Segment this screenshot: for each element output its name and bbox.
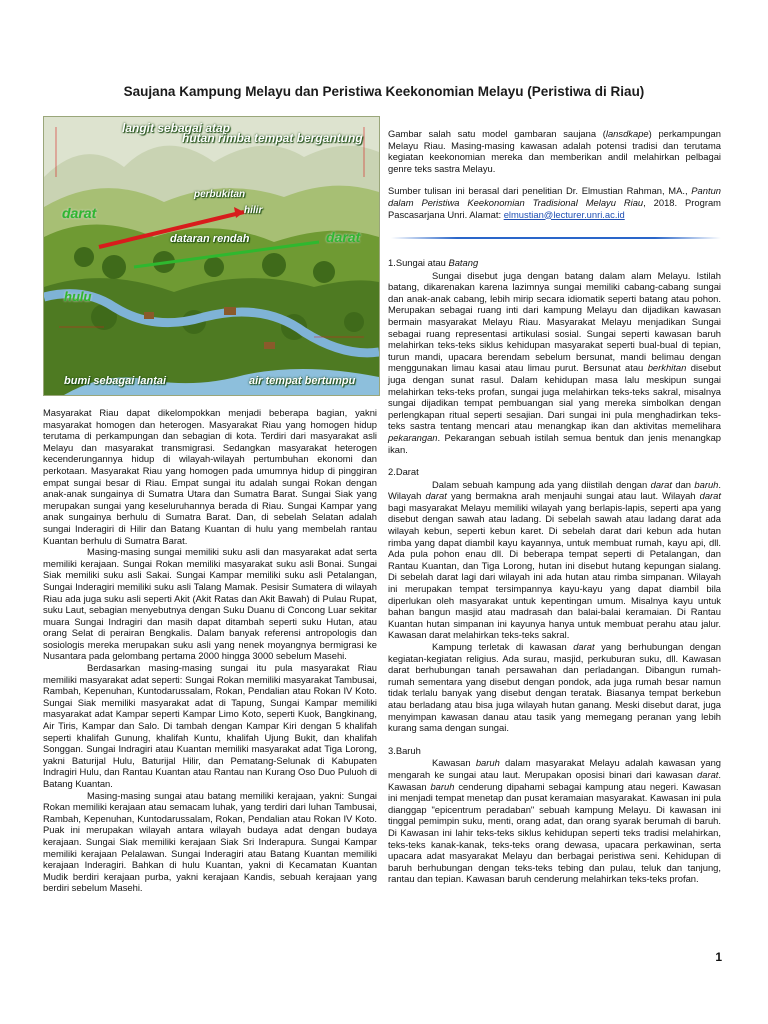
page-title: Saujana Kampung Melayu dan Peristiwa Keekonomian Melayu (Peristiwa di Riau) [123,84,645,99]
section-heading-baruh: 3.Baruh [388,744,421,756]
caption-paragraph-1: Gambar salah satu model gambaran saujana (lansdkape) perkampungan Melayu Riau. Masing-masing kawasan adalah potensi tradisi dan terutama kegiatan keekonomian mereka dan memberikan andil melahirkan pelbagai genre teks sastra Melayu. [388,128,721,174]
label-forest: hutan rimba tempat bergantung [182,131,363,145]
left-column [43,407,377,894]
landscape-figure [43,116,380,396]
label-hills: perbukitan [194,189,246,200]
label-sky: langit sebagai atap [122,121,231,135]
page-number: 1 [715,950,722,964]
darat-paragraph-2: Kampung terletak di kawasan darat yang berhubungan dengan kegiatan-kegiatan religius. Ada surau, masjid, perkuburan suku, dll. Kawasan darat berhubungan tanah persawahan dan perladangan. Dibangun rumah-rumah sementara yang disebut dengan pondok, ada juga rumah besar namun tidak terlalu banyak yang disebut dengan teratak. Biasanya tempat berkebun atau berladang atau bisa juga wilayah hutan ganang. Meski disebut darat, juga menyimpan kawasan danau atau tasik yang memegang peranan yang lebih kurang sama dengan sungai. [388,641,721,734]
left-paragraph-3: Berdasarkan masing-masing sungai itu pula masyarakat Riau memiliki masyarakat adat seperti: Sungai Rokan memiliki masyarakat Tambusai, Rambah, Kepenuhan, Kuntodarussalam, Rokan, Pendalian atau Rokan IV Koto. Sungai Siak memiliki masyarakat adat di Tapung, Sungai Kampar memiliki masyarakat adat Kampar seperti Kampar Limo Koto, seperti Kuok, Bangkinang, Air Tiris, Kampar dan Salo. Di tambah dengan Kampar Kiri dengan 5 khalifah seperti khalifah Gunung, khalifah Kuntu, khalifah Ujung Bukit, dan khalifah Songgan. Sungai Indragiri atau Kuantan memiliki masyarakat adat Tiga Lorong, yakni Baturijal Hulu, Baturijal Hilir, dan Pematang-Selunak di Kabupaten Indragiri Hulu, dan Rantau Kuantan atau Rantau nan Kurang Oso Duo Puluoh di Batang Kuantan. [43,662,377,789]
label-downstream: hilir [244,205,263,216]
label-upstream: hulu [64,289,92,304]
baruh-paragraph: Kawasan baruh dalam masyarakat Melayu adalah kawasan yang mengarah ke sungai atau laut. Merupakan oposisi binari dari kawasan darat. Kawasan baruh cenderung dipahami sebagai kampung atau negeri. Kawasan ini menjadi tempat menetap dan pusat keramaian masyarakat. Kawasan ini pula dianggap "epicentrum peradaban" sebuah kampung Melayu. Di kawasan ini tinggal pemimpin suku, menti, orang adat, dan orang syarak berumah di baruh. Di Kawasan ini lahir teks-teks siklus kehidupan seperti teks tradisi melahirkan, teks-teks kanak-kanak, teks-teks orang dewasa, upacara perkawinan, serta upacara adat masyarakat Melayu dan berbagai peristiwa seni. Kehidupan di baruh berhubungan dengan teks-teks tebing dan pulau, teluk dan tanjung, rantau dan tepian. Kawasan baruh cenderung melahirkan teks-teks profan. [388,757,722,885]
label-earth: bumi sebagai lantai [64,375,167,387]
label-darat-left: darat [62,205,97,221]
email-link[interactable]: elmustian@lecturer.unri.ac.id [503,208,625,220]
label-lowland: dataran rendah [170,233,250,245]
label-darat-right: darat [326,229,361,245]
label-water: air tempat bertumpu [249,375,356,387]
landscape-illustration [44,117,379,395]
left-paragraph-1: Masyarakat Riau dapat dikelompokkan menjadi beberapa bagian, yakni masyarakat homogen dan heterogen. Masyarakat Riau yang homogen hidup terutama di perkampungan dan sebagian di kota. Terdiri dari masyarakat asli Melayu dan masyarakat transmigrasi. Sedangkan masyarakat heterogen kecenderungannya hidup di wilayah-wilayah pertumbuhan ekonomi dan perkotaan. Masyarakat Riau yang homogen pada umumnya hidup di pinggiran empat sungai besar di Riau. Empat sungai itu adalah sungai Rokan dengan anak-anak sungainya di Sumatra Utara dan Sumatra Barat. Sungai Siak yang merupakan sungai yang keseluruhannya berada di Riau. Sungai Kampar yang anak sungainya berhulu di Sumatra Barat. Dan, di sebelah Selatan adalah sungai Inderagiri di Hilir dan Batang Kuantan di hulu yang membelah rantau Kuantan berhulu di Sumatra Barat. [43,407,377,546]
sungai-paragraph: Sungai disebut juga dengan batang dalam alam Melayu. Istilah batang, dikarenakan karena lazimnya sungai memiliki cabang-cabang sungai dan anak-anak cabang, lebih mirip secara idiomatik seperti batang atau pohon. Merupakan sebagai ruang inti dari kampung Melayu dan dijadikan kawasan bermain masyarakat Melayu Riau. Masyarakat Melayu menjadikan Sungai sebagai ruang representasi artikulasi sosial. Sungai seperti kawasan baruh melahirkan teks-teks siklus kehidupan masyarakat seperti bual-bual di tepian, turun mandi, upacara berendam sebelum bersunat, mandi belimau dengan menggunakan limau kasai atau limau purut. Bersunat atau berkhitan disebut juga dengan sunat rasul. Dalam kehidupan masa lalu meskipun sungai melahirkan teks-teks profan, sungai juga melahirkan teks-teks sakral, misalnya sungai dijadikan tempat pembuangan sial yang mereka simbolkan dengan perlengkapan ritual seperti sesajian. Dari sungai ini pula menghadirkan teks-teks sastra tentang mencari atau menangkap ikan dan aktivitas memelihara pekarangan. Pekarangan sebuah istilah semua bentuk dan jenis menangkap ikan. [388,269,721,455]
left-paragraph-4: Masing-masing sungai atau batang memiliki kerajaan, yakni: Sungai Rokan memiliki kerajaan atau semacam luhak, yang terdiri dari luhan Tambusai, Rambah, Kepenuhan, Kuntodarussalam, Rokan, Pendalian atau Rokan IV Koto. Puak ini merupakan wilayah antara wilayah budaya adat dengan budaya kerajaan. Sungai Siak memiliki kerajaan Siak Sri Inderapura. Sungai Kampar memiliki kerajaan Pelalawan. Sungai Inderagiri atau Batang Kuantan memiliki kerajaan Inderagiri. Bahkan di hulu Kuantan, yakni di Kecamatan Kuantan Mudik berdiri kerajaan purba, yakni kerajaan Kandis, sebuah kerajaan yang berdiri sebelum Masehi. [43,789,377,894]
section-heading-darat: 2.Darat [388,466,419,478]
figure-caption [388,128,721,220]
caption-paragraph-2: Sumber tulisan ini berasal dari penelitian Dr. Elmustian Rahman, MA., Pantun dalam Peristiwa Keekonomian Tradisional Melayu Riau, 2018. Program Pascasarjana Unri. Alamat: elmustian@lecturer.unri.ac.id [388,185,721,220]
darat-paragraph-1: Dalam sebuah kampung ada yang diistilah dengan darat dan baruh. Wilayah darat yang bermakna arah menjauhi sungai atau laut. Wilayah darat bagi masyarakat Melayu memiliki wilayah yang berlapis-lapis, seperti apa yang disebut dengan sawah atau ladang. Di sebelah sawah atau ladang darat ada wilayah kebun, seperti kebun karet. Di sebelah darat dari kebun ada hutan rimba yang dapat diambil kayu kayannya, untuk membuat rumah, kayu api, dll. Ada pula pohon enau dll. Di beberapa tempat seperti di Petalangan, dan Rantau Kuantan, dan Tiga Lorong, hutan ini disebut hutang kepungan sialang. Di sebelah darat lagi dari wilayah ini ada hutan atau rimba simpanan. Wilayah ini merupakan tempat tersimpannya kayu-kayu yang dapat diambil bila diperlukan oleh masyarakat untuk kepentingan umum. Misalnya kayu untuk bahan bangun masjid atau madrasah dan balai-balai keramaian. Di Rantau Kuantan hutan simpanan ini kayunya hanya untuk membuat perahu atau jalur. Kawasan darat melahirkan teks-teks sakral. [388,478,722,641]
left-paragraph-2: Masing-masing sungai memiliki suku asli dan masyarakat adat serta memiliki kerajaan. Sungai Rokan memiliki masyarakat suku asli Bonai. Sungai Siak memiliki suku asli Sakai. Sungai Kampar memiliki suku asli Petalangan, Sungai Inderagiri memiliki suku asli Talang Mamak. Pesisir Sumatera di wilayah Riau ada juga suku asli seperti Akit (Akit Ratas dan Akit Bawah) di Pulau Rupat, suku Laut, sebagian menyebutnya dengan Suku Duanu di Concong Luar sekitar muara Sungai Indragiri dan masih dapat ditambah seperti suku Hutan, atau orang Selat di perairan Bengkalis. Dalam banyak referensi antropologis dan sosiologis mereka merupakan suku asli yang nenek moyangnya bermigrasi ke Nusantara pada gelombang pertama 2000 hingga 3000 sebelum Masehi. [43,546,377,662]
section-divider [391,237,721,239]
right-column [388,257,721,885]
section-heading-sungai: 1.Sungai atau Batang [388,257,479,268]
